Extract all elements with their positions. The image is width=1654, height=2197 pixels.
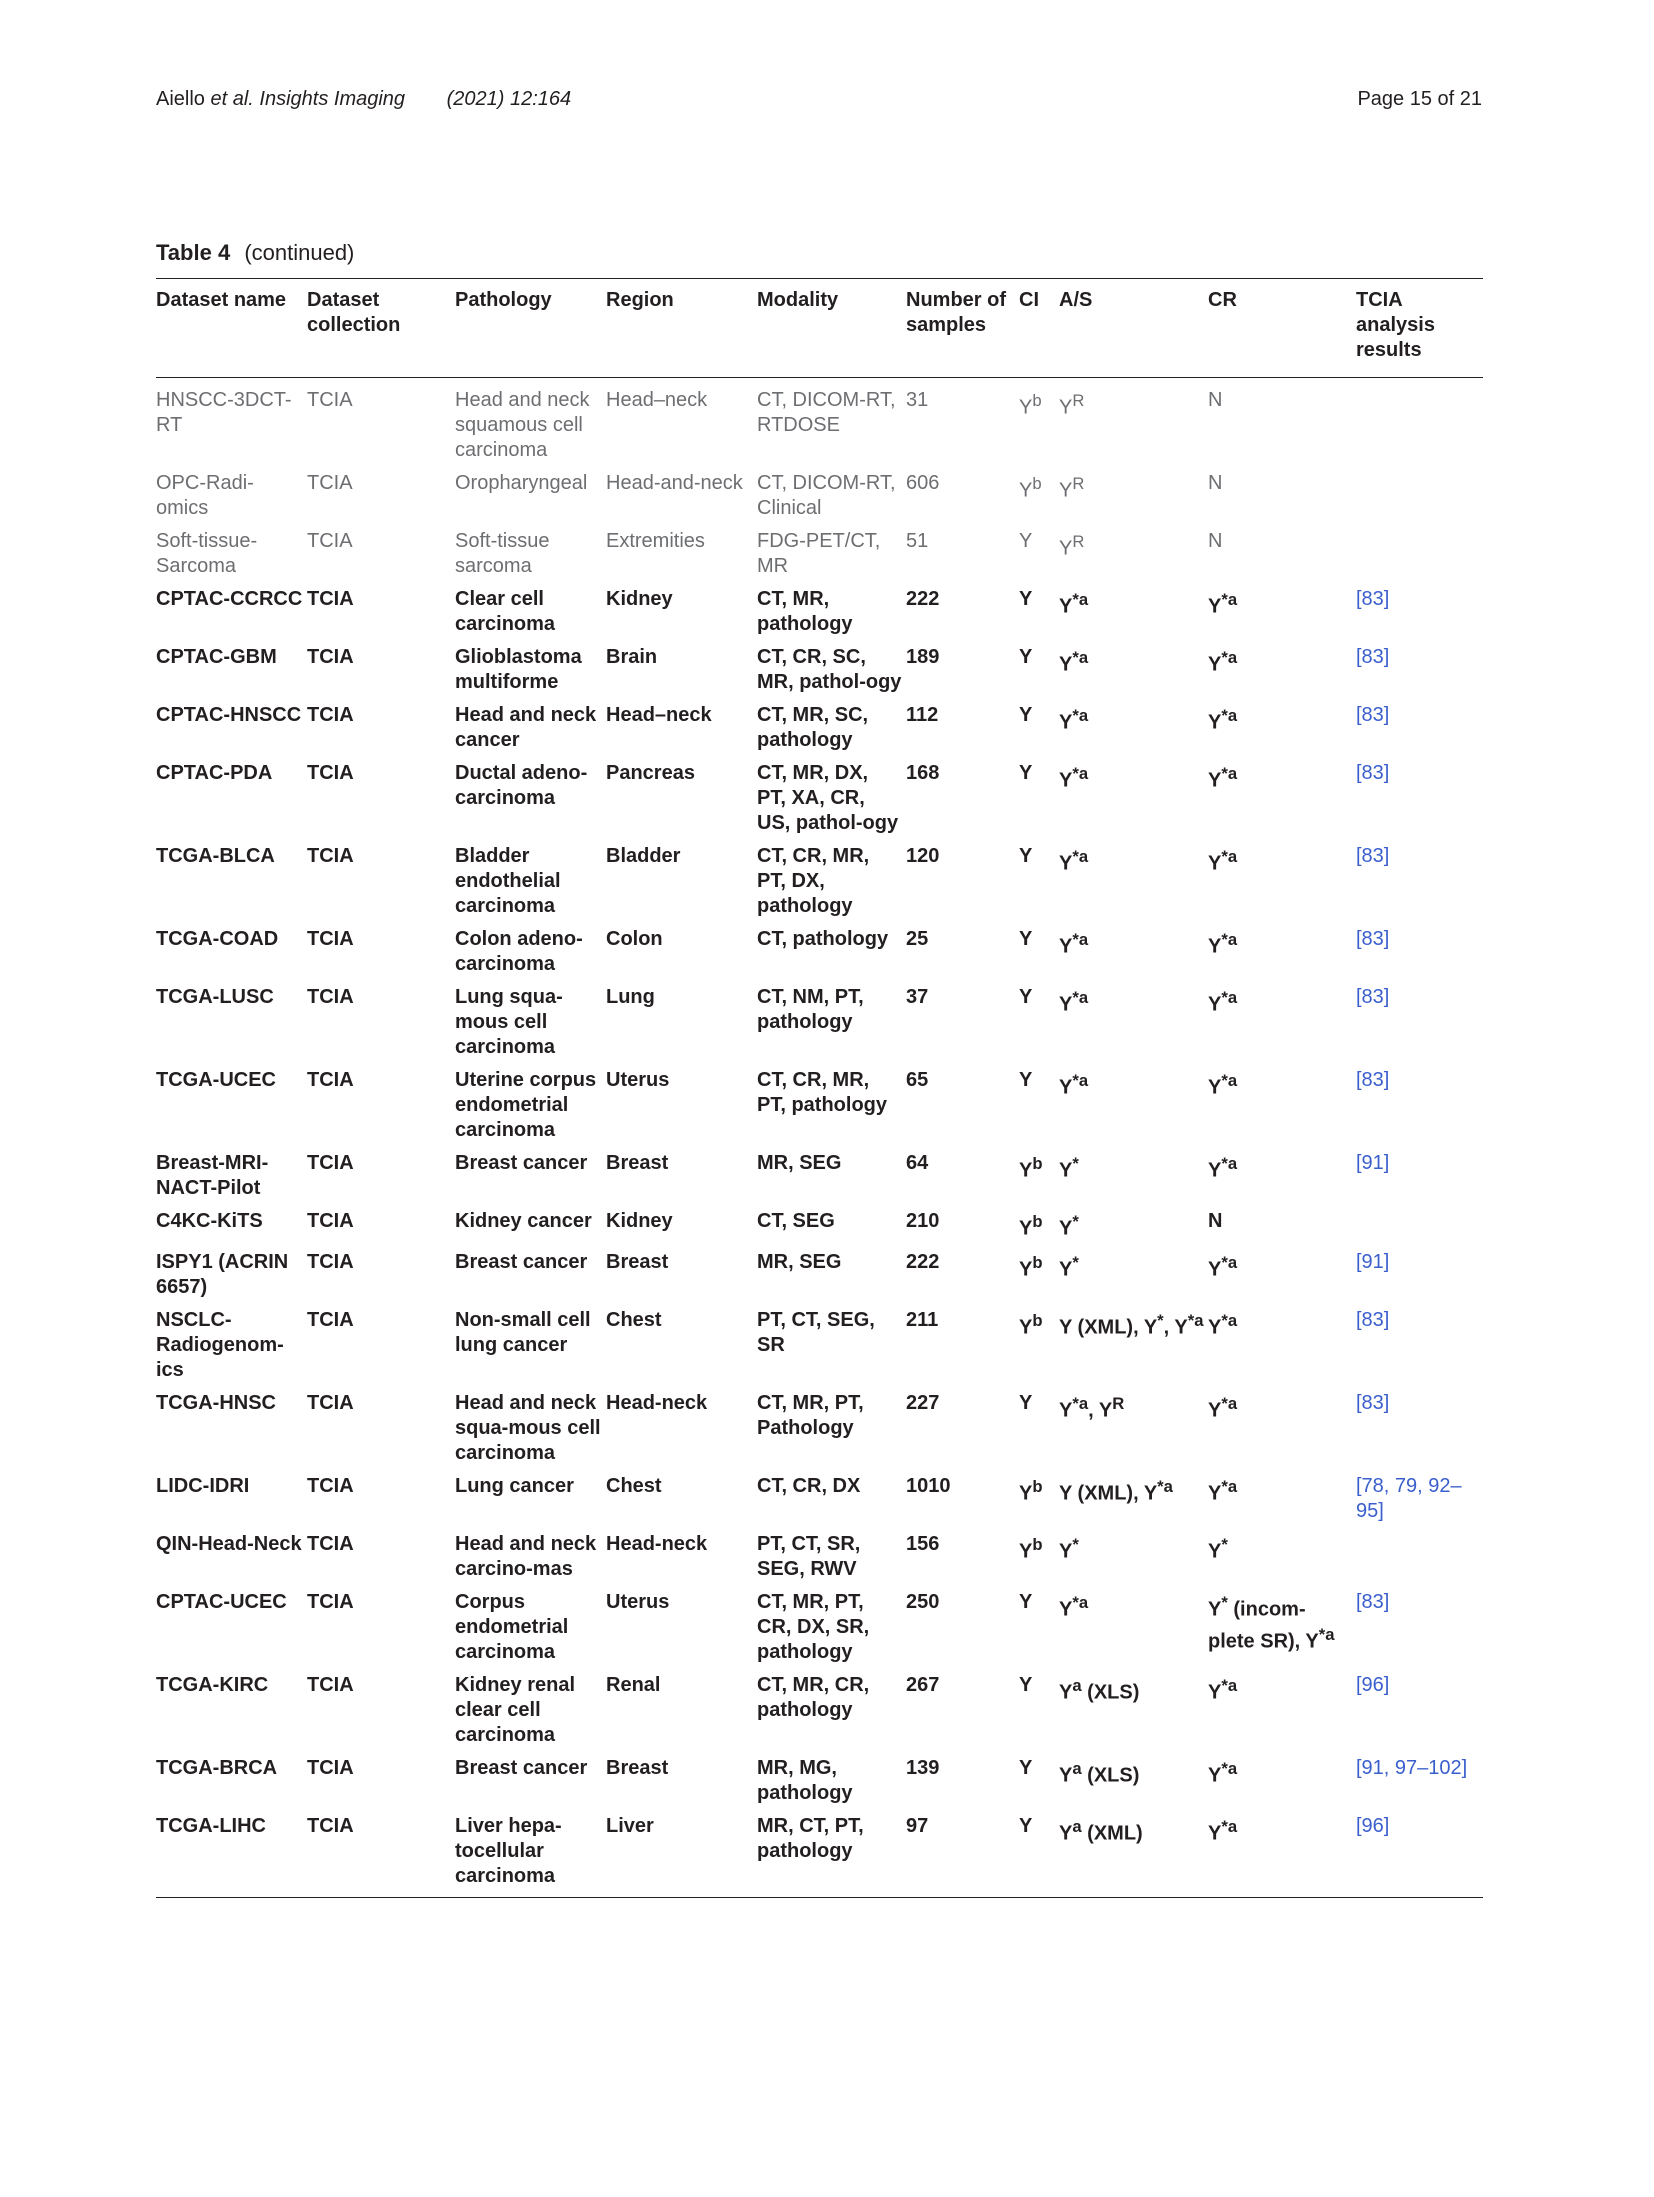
table-cell: Y bbox=[1019, 1756, 1033, 1779]
table-cell: Chest bbox=[606, 1474, 662, 1497]
table-row bbox=[156, 1151, 1483, 1209]
table-cell: Y* bbox=[1059, 1252, 1079, 1281]
table-body bbox=[156, 378, 1483, 1898]
table-cell: 250 bbox=[906, 1590, 940, 1613]
table-cell: Clear cell carcinoma bbox=[455, 588, 556, 635]
table-cell: Y bbox=[1019, 704, 1033, 726]
table-cell: Y* bbox=[1059, 1534, 1079, 1563]
table-cell: $Y^b$ bbox=[1019, 1476, 1043, 1505]
table-cell: Uterus bbox=[606, 1069, 670, 1091]
table-cell: 37 bbox=[906, 986, 929, 1008]
table-cell bbox=[1356, 471, 1483, 529]
table-cell: 606 bbox=[906, 472, 940, 494]
header-authors: Aiello bbox=[156, 88, 205, 110]
table-cell: TCGA-COAD bbox=[156, 928, 279, 950]
column-header: Pathology bbox=[455, 289, 552, 311]
table-cell: $Y^b$ bbox=[1019, 474, 1042, 502]
table-cell: Kidney bbox=[606, 588, 673, 610]
table-cell[interactable]: [83] bbox=[1356, 762, 1390, 784]
table-cell: MR, MG, pathology bbox=[757, 1756, 853, 1804]
table-cell: $Y^b$ bbox=[1019, 1534, 1043, 1563]
table-cell: $Y^{*a}$ bbox=[1208, 648, 1238, 676]
table-cell: $Y^{*a}$ bbox=[1208, 1758, 1238, 1787]
table-cell: CT, MR, CR, pathology bbox=[757, 1673, 870, 1721]
table-cell: 25 bbox=[906, 928, 929, 950]
table-cell: 227 bbox=[906, 1391, 940, 1414]
table-cell[interactable]: [83] bbox=[1356, 588, 1390, 610]
table-cell: Soft-tissue-Sarcoma bbox=[156, 530, 258, 577]
table-cell: TCIA bbox=[307, 1474, 354, 1497]
table-cell: $Y^{*a}$ bbox=[1059, 988, 1089, 1016]
table-cell bbox=[1356, 1209, 1483, 1250]
table-cell: TCIA bbox=[307, 1210, 354, 1232]
table-cell: Y* bbox=[1208, 1534, 1228, 1563]
table-row bbox=[156, 1756, 1483, 1814]
table-cell bbox=[1356, 378, 1483, 472]
table-cell: 97 bbox=[906, 1814, 929, 1837]
table-cell: TCIA bbox=[307, 1532, 354, 1555]
column-header: A/S bbox=[1059, 289, 1093, 311]
dataset-table bbox=[156, 278, 1483, 1898]
column-header: Modality bbox=[757, 289, 839, 311]
table-cell: CT, pathology bbox=[757, 928, 889, 950]
table-cell: N bbox=[1208, 389, 1223, 411]
table-cell: TCIA bbox=[307, 1250, 354, 1273]
table-cell: CPTAC-CCRCC bbox=[156, 588, 303, 610]
table-cell: CT, MR, PT, Pathology bbox=[757, 1391, 864, 1439]
table-cell[interactable]: [91] bbox=[1356, 1152, 1390, 1174]
table-cell: PT, CT, SEG, SR bbox=[757, 1308, 875, 1356]
table-cell: TCIA bbox=[307, 530, 353, 552]
table-cell[interactable]: [83] bbox=[1356, 928, 1390, 950]
table-cell: TCIA bbox=[307, 1391, 354, 1414]
table-cell: CT, DICOM-RT, Clinical bbox=[757, 472, 896, 519]
table-cell: $Y^{*a}$ bbox=[1208, 988, 1238, 1016]
table-cell: CPTAC-UCEC bbox=[156, 1590, 287, 1613]
table-cell: Extremities bbox=[606, 530, 705, 552]
table-cell: Head and neck cancer bbox=[455, 704, 597, 751]
table-cell: Breast-MRI-NACT-Pilot bbox=[156, 1152, 269, 1199]
table-cell: CT, DICOM-RT, RTDOSE bbox=[757, 389, 896, 436]
column-header: CR bbox=[1208, 289, 1237, 311]
table-cell: Y bbox=[1019, 588, 1033, 610]
running-header bbox=[156, 88, 571, 111]
table-cell: Kidney bbox=[606, 1210, 673, 1232]
table-cell: CT, MR, DX, PT, XA, CR, US, pathol-ogy bbox=[757, 762, 899, 834]
table-cell: TCGA-BLCA bbox=[156, 845, 275, 867]
table-cell: $Y^b$ bbox=[1019, 1212, 1043, 1240]
table-cell: Lung bbox=[606, 986, 655, 1008]
table-cell: CT, SEG bbox=[757, 1210, 835, 1232]
table-cell: Breast cancer bbox=[455, 1152, 588, 1174]
table-cell: MR, SEG bbox=[757, 1152, 842, 1174]
table-cell: N bbox=[1208, 1210, 1223, 1232]
table-cell: 156 bbox=[906, 1532, 940, 1555]
table-cell: Oropharyngeal bbox=[455, 472, 588, 494]
table-cell: N bbox=[1208, 472, 1223, 494]
table-cell[interactable]: [83] bbox=[1356, 704, 1390, 726]
table-cell: Y* (incom-plete SR), $Y^{*a}$ bbox=[1208, 1592, 1335, 1653]
table-cell: Bladder bbox=[606, 845, 681, 867]
table-cell: 1010 bbox=[906, 1474, 951, 1497]
table-cell: Head–neck bbox=[606, 704, 712, 726]
table-cell: Bladder endothelial carcinoma bbox=[455, 845, 561, 917]
table-row bbox=[156, 378, 1483, 472]
table-cell: $Y^a$ (XLS) bbox=[1059, 1675, 1140, 1704]
table-cell[interactable]: [83] bbox=[1356, 845, 1390, 867]
table-cell: PT, CT, SR, SEG, RWV bbox=[757, 1532, 861, 1580]
table-cell: $Y^R$ bbox=[1059, 532, 1085, 560]
table-cell: Y bbox=[1019, 1814, 1033, 1837]
table-cell: NSCLC-Radiogenom-ics bbox=[156, 1308, 284, 1381]
table-cell: TCIA bbox=[307, 762, 354, 784]
table-cell: QIN-Head-Neck bbox=[156, 1532, 302, 1555]
table-cell: 51 bbox=[906, 530, 929, 552]
table-cell: Breast bbox=[606, 1250, 669, 1273]
table-cell: $Y^{*a}$ bbox=[1059, 648, 1089, 676]
table-cell: TCIA bbox=[307, 389, 353, 411]
table-cell: $Y^{*a}$ bbox=[1059, 590, 1089, 618]
table-cell: TCIA bbox=[307, 1756, 354, 1779]
table-cell: TCIA bbox=[307, 704, 354, 726]
table-cell: $Y^{*a}$ bbox=[1208, 1071, 1238, 1099]
table-cell: $Y^{*a}$ bbox=[1208, 764, 1238, 792]
table-cell: Y bbox=[1019, 1673, 1033, 1696]
table-cell: $Y^{*a}$ bbox=[1208, 930, 1238, 958]
table-cell: CT, MR, SC, pathology bbox=[757, 704, 869, 751]
table-row bbox=[156, 471, 1483, 529]
table-cell: $Y^{*a}$ bbox=[1208, 1816, 1238, 1845]
table-cell: TCIA bbox=[307, 928, 354, 950]
table-cell: Glioblastoma multiforme bbox=[455, 646, 582, 693]
table-cell[interactable]: [96] bbox=[1356, 1814, 1390, 1837]
table-cell: 31 bbox=[906, 389, 929, 411]
table-cell bbox=[1356, 1532, 1483, 1590]
header-journal: et al. Insights Imaging bbox=[210, 88, 406, 110]
table-cell: Y bbox=[1019, 928, 1033, 950]
table-cell: Head–neck bbox=[606, 389, 708, 411]
table-cell[interactable]: [78, 79, 92–95] bbox=[1356, 1474, 1462, 1522]
page-number: Page 15 of 21 bbox=[1357, 88, 1482, 110]
table-cell: Y* bbox=[1059, 1212, 1079, 1240]
table-row bbox=[156, 1250, 1483, 1308]
table-cell: TCIA bbox=[307, 1152, 354, 1174]
table-cell: 189 bbox=[906, 646, 940, 668]
table-cell: N bbox=[1208, 530, 1223, 552]
table-cell: TCIA bbox=[307, 1673, 354, 1696]
table-row bbox=[156, 1209, 1483, 1250]
table-row bbox=[156, 1673, 1483, 1756]
table-cell: $Y^{*a}$, $Y^R$ bbox=[1059, 1393, 1125, 1422]
table-cell: $Y^{*a}$ bbox=[1059, 1071, 1089, 1099]
table-cell: Colon adeno-carcinoma bbox=[455, 928, 583, 975]
table-cell: Brain bbox=[606, 646, 658, 668]
table-cell[interactable]: [83] bbox=[1356, 1308, 1390, 1331]
table-cell: $Y^b$ bbox=[1019, 1310, 1043, 1339]
table-caption bbox=[156, 240, 354, 266]
column-header: Number of samples bbox=[906, 289, 1006, 336]
table-cell: Y (XML), Y*, $Y^{*a}$ bbox=[1059, 1310, 1204, 1339]
table-row bbox=[156, 1532, 1483, 1590]
table-cell: Y bbox=[1019, 845, 1033, 867]
table-cell: TCIA bbox=[307, 986, 354, 1008]
table-cell: $Y^{*a}$ bbox=[1059, 930, 1089, 958]
table-cell[interactable]: [83] bbox=[1356, 986, 1390, 1008]
table-cell: Soft-tissue sarcoma bbox=[455, 530, 550, 577]
table-cell: Kidney renal clear cell carcinoma bbox=[455, 1673, 576, 1746]
table-cell: FDG-PET/CT, MR bbox=[757, 530, 881, 577]
table-cell: Liver hepa-tocellular carcinoma bbox=[455, 1814, 562, 1887]
header-year: (2021) 12:164 bbox=[446, 88, 572, 110]
table-row bbox=[156, 645, 1483, 703]
table-cell: TCGA-LIHC bbox=[156, 1814, 266, 1837]
table-cell: $Y^{*a}$ bbox=[1208, 1476, 1238, 1505]
table-row bbox=[156, 1814, 1483, 1898]
table-cell: Head and neck squamous cell carcinoma bbox=[455, 389, 590, 461]
table-cell: TCIA bbox=[307, 1590, 354, 1613]
table-cell: Breast cancer bbox=[455, 1756, 588, 1779]
table-cell: MR, SEG bbox=[757, 1250, 842, 1273]
table-cell: TCIA bbox=[307, 1308, 354, 1331]
table-cell: Head and neck carcino-mas bbox=[455, 1532, 597, 1580]
table-cell: Renal bbox=[606, 1673, 661, 1696]
table-cell: 222 bbox=[906, 1250, 940, 1273]
table-note: (continued) bbox=[244, 240, 355, 265]
table-cell: CPTAC-HNSCC bbox=[156, 704, 302, 726]
table-cell: TCGA-BRCA bbox=[156, 1756, 278, 1779]
table-cell: TCGA-LUSC bbox=[156, 986, 274, 1008]
table-cell: CPTAC-GBM bbox=[156, 646, 277, 668]
table-cell: Y bbox=[1019, 646, 1033, 668]
table-cell: Y bbox=[1019, 986, 1033, 1008]
table-cell: Ductal adeno-carcinoma bbox=[455, 762, 588, 809]
table-cell[interactable]: [83] bbox=[1356, 1590, 1390, 1613]
table-cell: HNSCC-3DCT-RT bbox=[156, 389, 292, 436]
table-cell: $Y^{*a}$ bbox=[1208, 590, 1238, 618]
table-row bbox=[156, 1590, 1483, 1673]
table-cell: 120 bbox=[906, 845, 940, 867]
column-header: CI bbox=[1019, 289, 1039, 311]
table-cell: TCIA bbox=[307, 646, 354, 668]
table-cell[interactable]: [83] bbox=[1356, 646, 1390, 668]
table-label: Table 4 bbox=[156, 240, 231, 265]
table-cell: Y bbox=[1019, 1590, 1033, 1613]
table-cell: Pancreas bbox=[606, 762, 695, 784]
table-cell: $Y^{*a}$ bbox=[1059, 847, 1089, 875]
table-cell: Breast bbox=[606, 1152, 669, 1174]
table-cell: Colon bbox=[606, 928, 663, 950]
table-cell: $Y^{*a}$ bbox=[1208, 847, 1238, 875]
table-cell[interactable]: [91, 97–102] bbox=[1356, 1756, 1468, 1779]
table-cell: Head-and-neck bbox=[606, 472, 743, 494]
table-row bbox=[156, 703, 1483, 761]
table-cell: Y (XML), $Y^{*a}$ bbox=[1059, 1476, 1173, 1505]
table-cell: Y bbox=[1019, 1391, 1033, 1414]
table-row bbox=[156, 761, 1483, 844]
column-header: Dataset name bbox=[156, 289, 287, 311]
table-cell: Kidney cancer bbox=[455, 1210, 592, 1232]
table-cell: $Y^{*a}$ bbox=[1059, 764, 1089, 792]
table-cell: $Y^{*a}$ bbox=[1208, 1393, 1238, 1422]
table-cell: $Y^{*a}$ bbox=[1059, 1592, 1089, 1621]
table-cell: Head-neck bbox=[606, 1391, 708, 1414]
table-cell: TCGA-HNSC bbox=[156, 1391, 276, 1414]
table-cell: Breast bbox=[606, 1756, 669, 1779]
table-cell: TCIA bbox=[307, 1814, 354, 1837]
table-cell: Uterine corpus endometrial carcinoma bbox=[455, 1069, 597, 1141]
table-row bbox=[156, 844, 1483, 927]
table-row bbox=[156, 927, 1483, 985]
table-cell: 222 bbox=[906, 588, 940, 610]
table-cell[interactable]: [83] bbox=[1356, 1069, 1390, 1091]
table-cell: Head and neck squa-mous cell carcinoma bbox=[455, 1391, 601, 1464]
table-row bbox=[156, 1308, 1483, 1391]
table-cell: $Y^b$ bbox=[1019, 1252, 1043, 1281]
table-cell: TCIA bbox=[307, 472, 353, 494]
table-cell: Y* bbox=[1059, 1154, 1079, 1182]
table-cell: $Y^{*a}$ bbox=[1208, 706, 1238, 734]
table-cell: CT, CR, DX bbox=[757, 1474, 861, 1497]
table-cell: CPTAC-PDA bbox=[156, 762, 273, 784]
table-cell: Corpus endometrial carcinoma bbox=[455, 1590, 569, 1663]
table-cell: 139 bbox=[906, 1756, 940, 1779]
table-cell: $Y^{*a}$ bbox=[1208, 1310, 1238, 1339]
table-row bbox=[156, 529, 1483, 587]
table-cell[interactable]: [96] bbox=[1356, 1673, 1390, 1696]
table-cell: TCIA bbox=[307, 845, 354, 867]
table-cell: 64 bbox=[906, 1152, 929, 1174]
table-cell: Non-small cell lung cancer bbox=[455, 1308, 591, 1356]
table-cell bbox=[1356, 529, 1483, 587]
table-cell: 267 bbox=[906, 1673, 940, 1696]
column-header: Region bbox=[606, 289, 674, 311]
table-cell: ISPY1 (ACRIN 6657) bbox=[156, 1250, 289, 1298]
table-cell: TCGA-KIRC bbox=[156, 1673, 269, 1696]
table-cell: 112 bbox=[906, 704, 939, 726]
table-cell: $Y^R$ bbox=[1059, 474, 1085, 502]
table-cell[interactable]: [83] bbox=[1356, 1391, 1390, 1414]
table-cell: 211 bbox=[906, 1308, 939, 1331]
table-cell: CT, MR, PT, CR, DX, SR, pathology bbox=[757, 1590, 870, 1663]
table-cell: Head-neck bbox=[606, 1532, 708, 1555]
table-cell: Y bbox=[1019, 530, 1033, 552]
table-cell: Y bbox=[1019, 762, 1033, 784]
table-cell: Y bbox=[1019, 1069, 1033, 1091]
table-row bbox=[156, 587, 1483, 645]
table-cell: CT, CR, MR, PT, pathology bbox=[757, 1069, 887, 1116]
column-header: Dataset collection bbox=[307, 289, 401, 336]
table-cell: 168 bbox=[906, 762, 940, 784]
table-row bbox=[156, 1391, 1483, 1474]
table-cell: Uterus bbox=[606, 1590, 670, 1613]
table-cell: $Y^a$ (XLS) bbox=[1059, 1758, 1140, 1787]
table-cell: TCIA bbox=[307, 1069, 354, 1091]
table-cell: C4KC-KiTS bbox=[156, 1210, 263, 1232]
table-cell[interactable]: [91] bbox=[1356, 1250, 1390, 1273]
table-cell: CT, MR, pathology bbox=[757, 588, 853, 635]
table-cell: 65 bbox=[906, 1069, 929, 1091]
table-cell: Chest bbox=[606, 1308, 662, 1331]
table-header bbox=[156, 279, 1483, 378]
table-cell: $Y^{*a}$ bbox=[1059, 706, 1089, 734]
table-row bbox=[156, 985, 1483, 1068]
table-cell: TCIA bbox=[307, 588, 354, 610]
table-cell: $Y^{*a}$ bbox=[1208, 1675, 1238, 1704]
table-cell: OPC-Radi-omics bbox=[156, 472, 254, 519]
table-cell: $Y^{*a}$ bbox=[1208, 1252, 1238, 1281]
table-cell: $Y^a$ (XML) bbox=[1059, 1816, 1143, 1845]
table-cell: $Y^{*a}$ bbox=[1208, 1154, 1238, 1182]
table-cell: CT, CR, SC, MR, pathol-ogy bbox=[757, 646, 902, 693]
table-cell: Breast cancer bbox=[455, 1250, 588, 1273]
table-cell: $Y^R$ bbox=[1059, 391, 1085, 419]
table-row bbox=[156, 1474, 1483, 1532]
table-cell: Lung cancer bbox=[455, 1474, 574, 1497]
table-cell: LIDC-IDRI bbox=[156, 1474, 250, 1497]
table-cell: Lung squa-mous cell carcinoma bbox=[455, 986, 563, 1058]
table-row bbox=[156, 1068, 1483, 1151]
table-cell: MR, CT, PT, pathology bbox=[757, 1814, 864, 1862]
table-cell: TCGA-UCEC bbox=[156, 1069, 276, 1091]
table-cell: Liver bbox=[606, 1814, 654, 1837]
table-cell: CT, CR, MR, PT, DX, pathology bbox=[757, 845, 870, 917]
table-cell: CT, NM, PT, pathology bbox=[757, 986, 864, 1033]
column-header: TCIA analysis results bbox=[1356, 289, 1435, 361]
table-cell: 210 bbox=[906, 1210, 940, 1232]
table-cell: $Y^b$ bbox=[1019, 1154, 1043, 1182]
table-cell: $Y^b$ bbox=[1019, 391, 1042, 419]
